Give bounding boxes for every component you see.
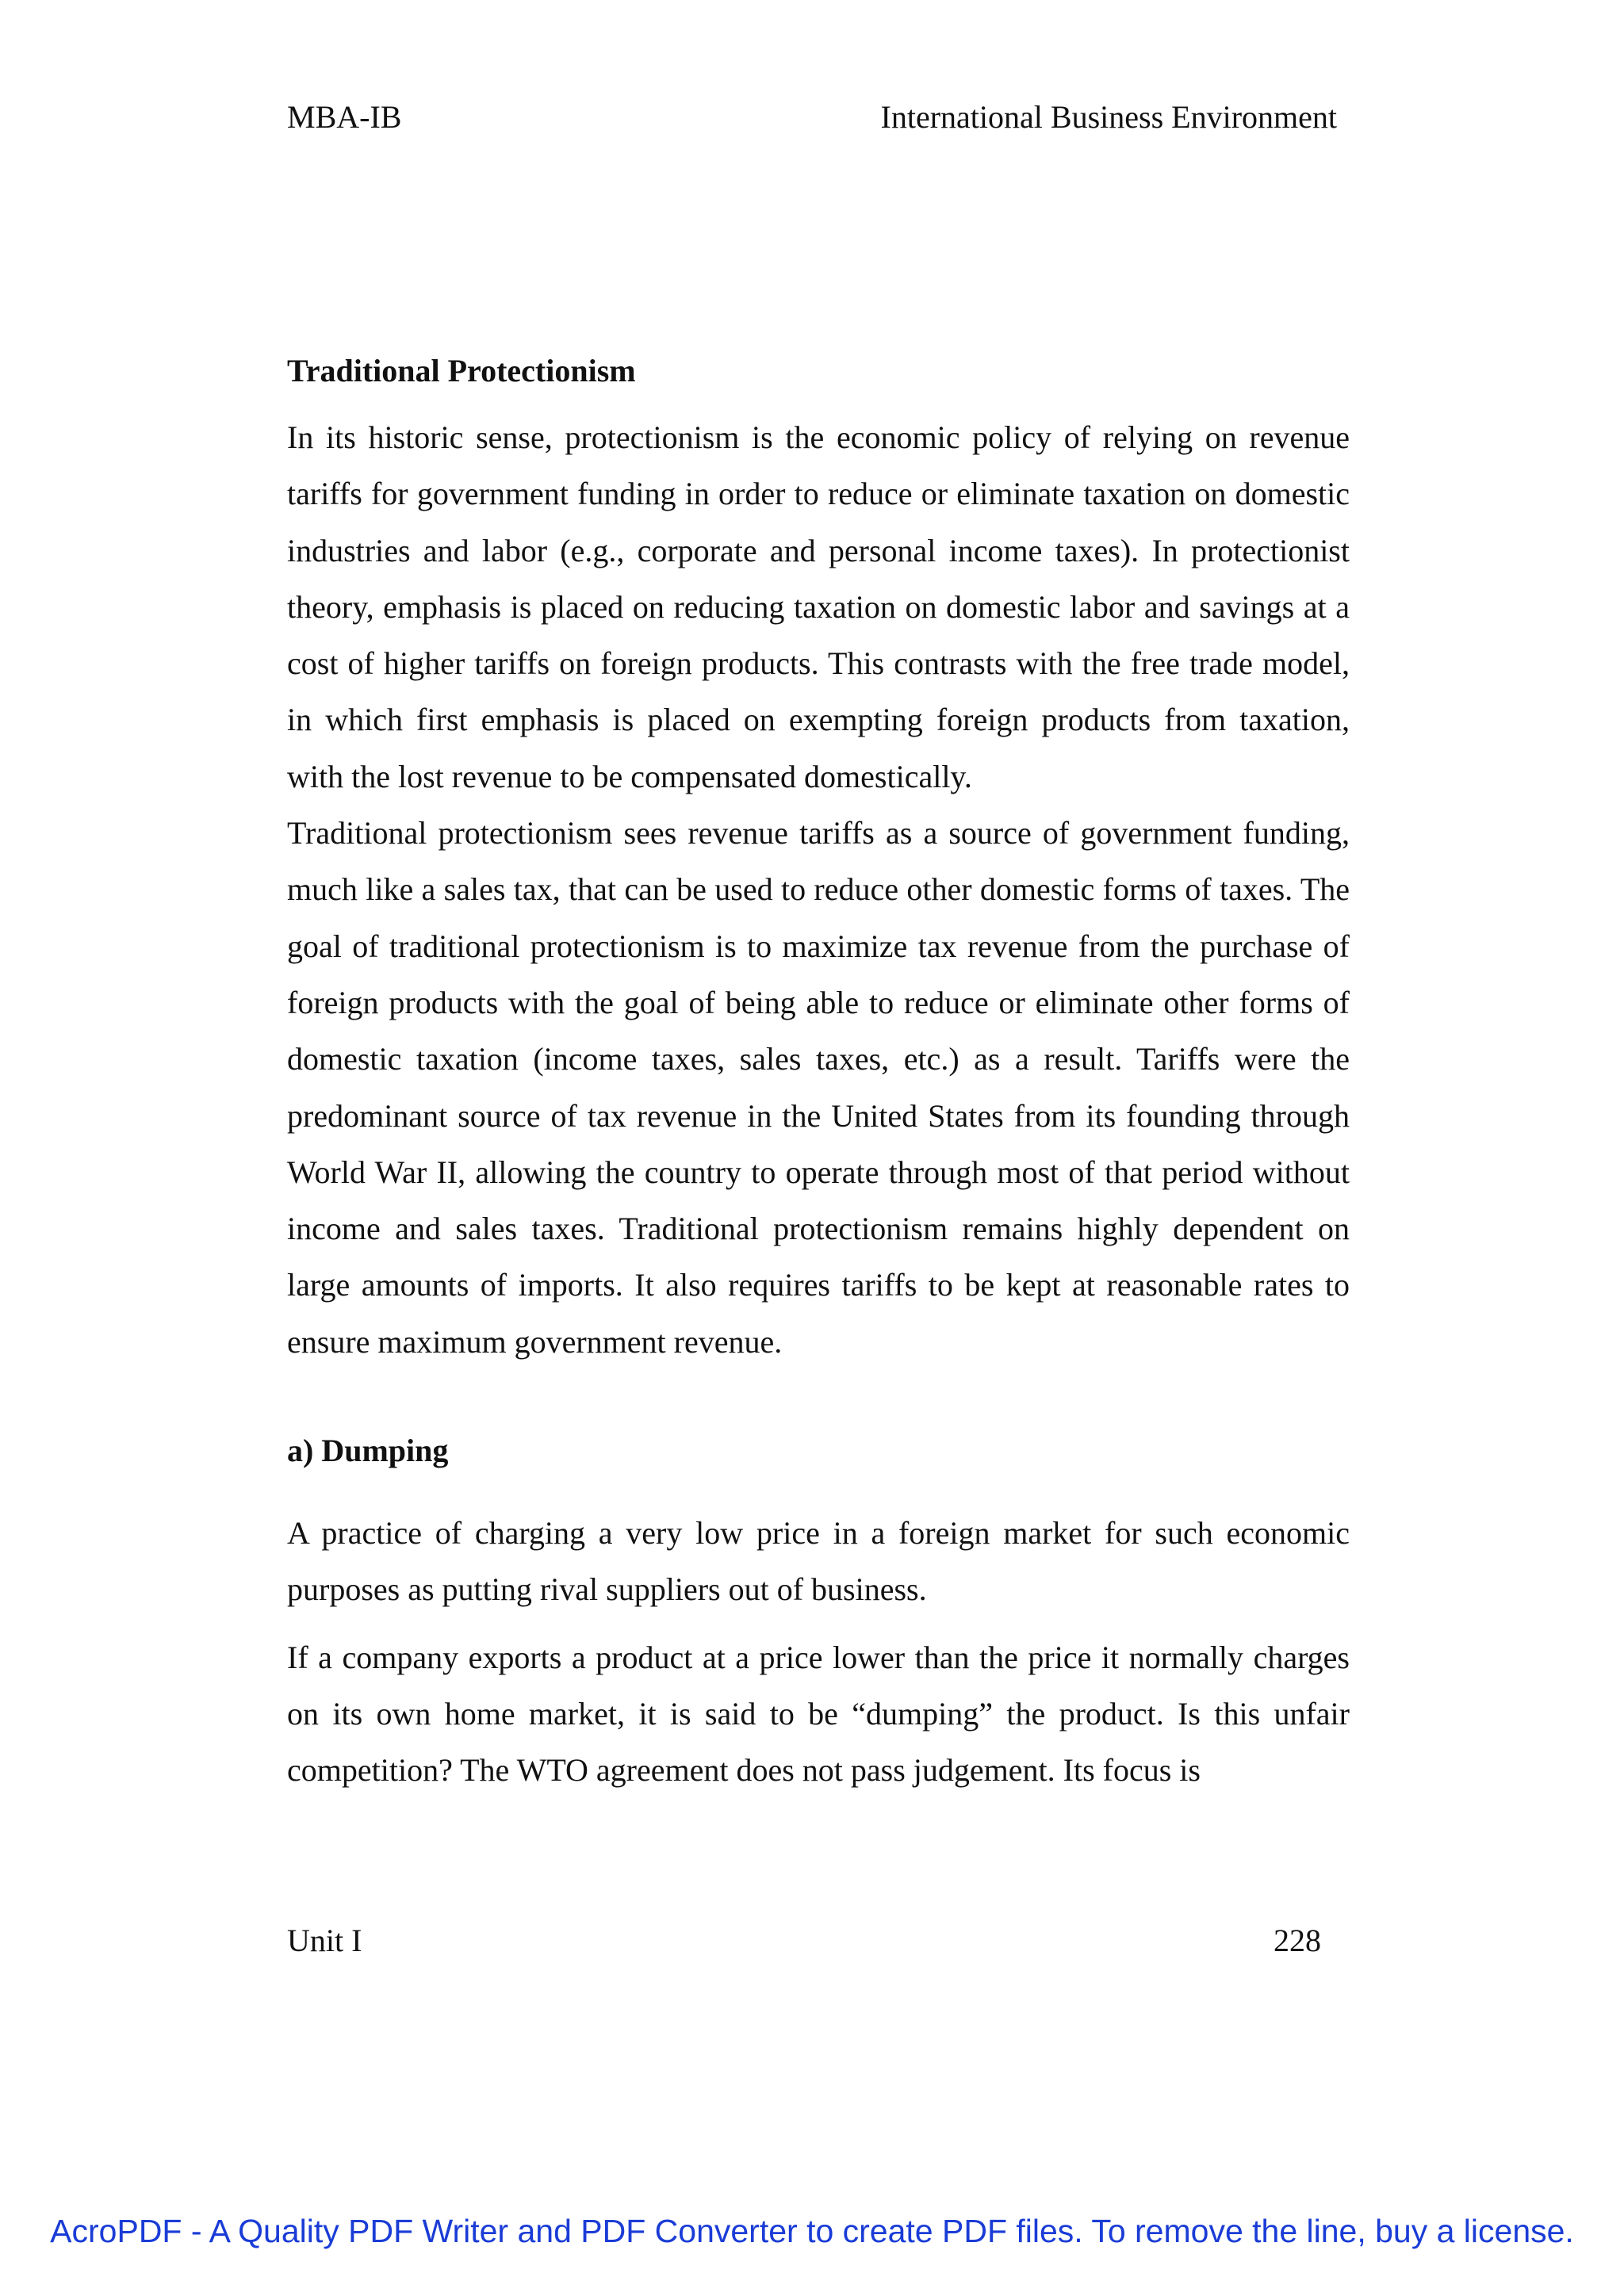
page-footer <box>287 1917 1321 1965</box>
paragraph-dumping-definition: A practice of charging a very low price in a foreign market for such economic purposes as putting rival suppliers out of business. <box>287 1515 1350 1608</box>
paragraph-dumping-explanation: If a company exports a product at a price lower than the price it normally charges on its own home market, it is said to be “dumping” the product. Is this unfair competition? The WTO agreement does not pass judgement. Its focus is <box>287 1639 1350 1789</box>
section-heading-traditional-protectionism: Traditional Protectionism <box>287 353 636 388</box>
page-number: 228 <box>1274 1923 1321 1958</box>
paragraph-historic-sense: In its historic sense, protectionism is the economic policy of relying on revenue tariffs for government funding in order to reduce or eliminate taxation on domestic industries and labor (e.g., corporate and personal income taxes). In protectionist theory, emphasis is placed on reducing taxation on domestic labor and savings at a cost of higher tariffs on foreign products. This contrasts with the free trade model, in which first emphasis is placed on exempting foreign products from taxation, with the lost revenue to be compensated domestically. <box>287 419 1350 794</box>
header-course-title: International Business Environment <box>880 99 1337 135</box>
paragraph-revenue-tariffs: Traditional protectionism sees revenue tariffs as a source of government funding, much like a sales tax, that can be used to reduce other domestic forms of taxes. The goal of traditional protectionism is to maximize tax revenue from the purchase of foreign products with the goal of being able to reduce or eliminate other forms of domestic taxation (income taxes, sales taxes, etc.) as a result. Tariffs were the predominant source of tax revenue in the United States from its founding through World War II, allowing the country to operate through most of that period without income and sales taxes. Traditional protectionism remains highly dependent on large amounts of imports. It also requires tariffs to be kept at reasonable rates to ensure maximum government revenue. <box>287 815 1350 1360</box>
header-course-code: MBA-IB <box>287 99 402 135</box>
section-heading-dumping: a) Dumping <box>287 1433 449 1469</box>
footer-unit-label: Unit I <box>287 1923 362 1958</box>
page-header <box>287 94 1337 141</box>
page-content <box>287 347 1350 1799</box>
acropdf-watermark: AcroPDF - A Quality PDF Writer and PDF Converter to create PDF files. To remove the line, buy a license. <box>50 2213 1574 2249</box>
